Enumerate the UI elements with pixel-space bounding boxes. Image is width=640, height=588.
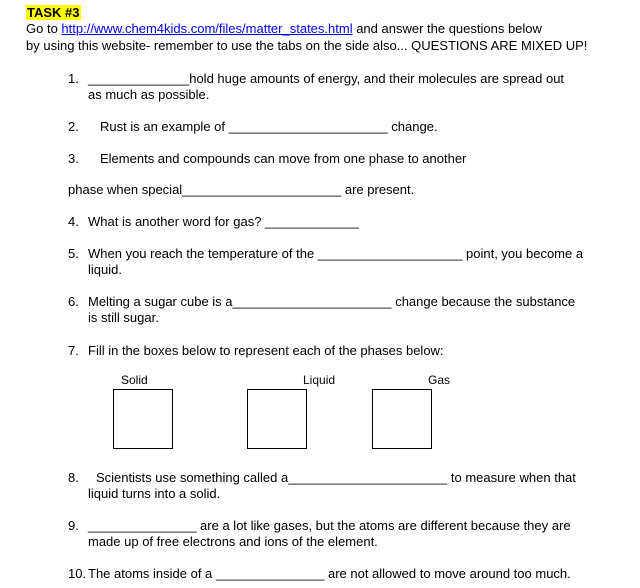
phase-label-gas: Gas xyxy=(428,373,451,387)
question-text: Fill in the boxes below to represent each of the phases below: xyxy=(88,343,444,358)
question-number: 9. xyxy=(68,518,79,533)
task-title: TASK #3 xyxy=(27,5,80,20)
question-text: ______________hold huge amounts of energy, and their molecules are spread out xyxy=(88,71,565,86)
question-text-cont: as much as possible. xyxy=(88,87,210,102)
chem4kids-link[interactable]: http://www.chem4kids.com/files/matter_states.html xyxy=(61,21,353,36)
phase-label-liquid: Liquid xyxy=(303,373,336,387)
solid-drawing-box[interactable] xyxy=(113,389,173,449)
question-text: The atoms inside of a _______________ are not allowed to move around too much. xyxy=(88,566,571,581)
phase-label-solid: Solid xyxy=(121,373,148,387)
question-number: 4. xyxy=(68,214,79,229)
question-number: 8. xyxy=(68,470,79,485)
question-number: 2. xyxy=(68,119,79,134)
question-text: Scientists use something called a______________________ to measure when that xyxy=(96,470,576,485)
question-number: 10. xyxy=(68,566,87,581)
question-text: Rust is an example of ______________________ change. xyxy=(100,119,438,134)
question-number: 5. xyxy=(68,246,79,261)
question-number: 1. xyxy=(68,71,79,86)
question-number: 6. xyxy=(68,294,79,309)
question-text-cont: is still sugar. xyxy=(88,310,159,325)
question-number: 7. xyxy=(68,343,79,358)
gas-drawing-box[interactable] xyxy=(372,389,432,449)
intro-line-2: by using this website- remember to use the tabs on the side also... QUESTIONS ARE MIXED UP! xyxy=(26,38,588,53)
question-text: What is another word for gas? _____________ xyxy=(88,214,360,229)
intro-suffix: and answer the questions below xyxy=(352,21,542,36)
liquid-drawing-box[interactable] xyxy=(247,389,307,449)
question-text: _______________ are a lot like gases, but the atoms are different because they are xyxy=(88,518,571,533)
question-text: When you reach the temperature of the ____________________ point, you become a xyxy=(88,246,584,261)
question-text: Elements and compounds can move from one phase to another xyxy=(100,151,467,166)
question-text-cont: phase when special______________________ are present. xyxy=(68,182,415,197)
intro-line-1 xyxy=(26,21,542,36)
question-text-cont: liquid turns into a solid. xyxy=(88,486,221,501)
question-text-cont: made up of free electrons and ions of the element. xyxy=(88,534,378,549)
question-text: Melting a sugar cube is a______________________ change because the substance xyxy=(88,294,576,309)
question-text-cont: liquid. xyxy=(88,262,122,277)
question-number: 3. xyxy=(68,151,79,166)
intro-prefix: Go to xyxy=(26,21,62,36)
